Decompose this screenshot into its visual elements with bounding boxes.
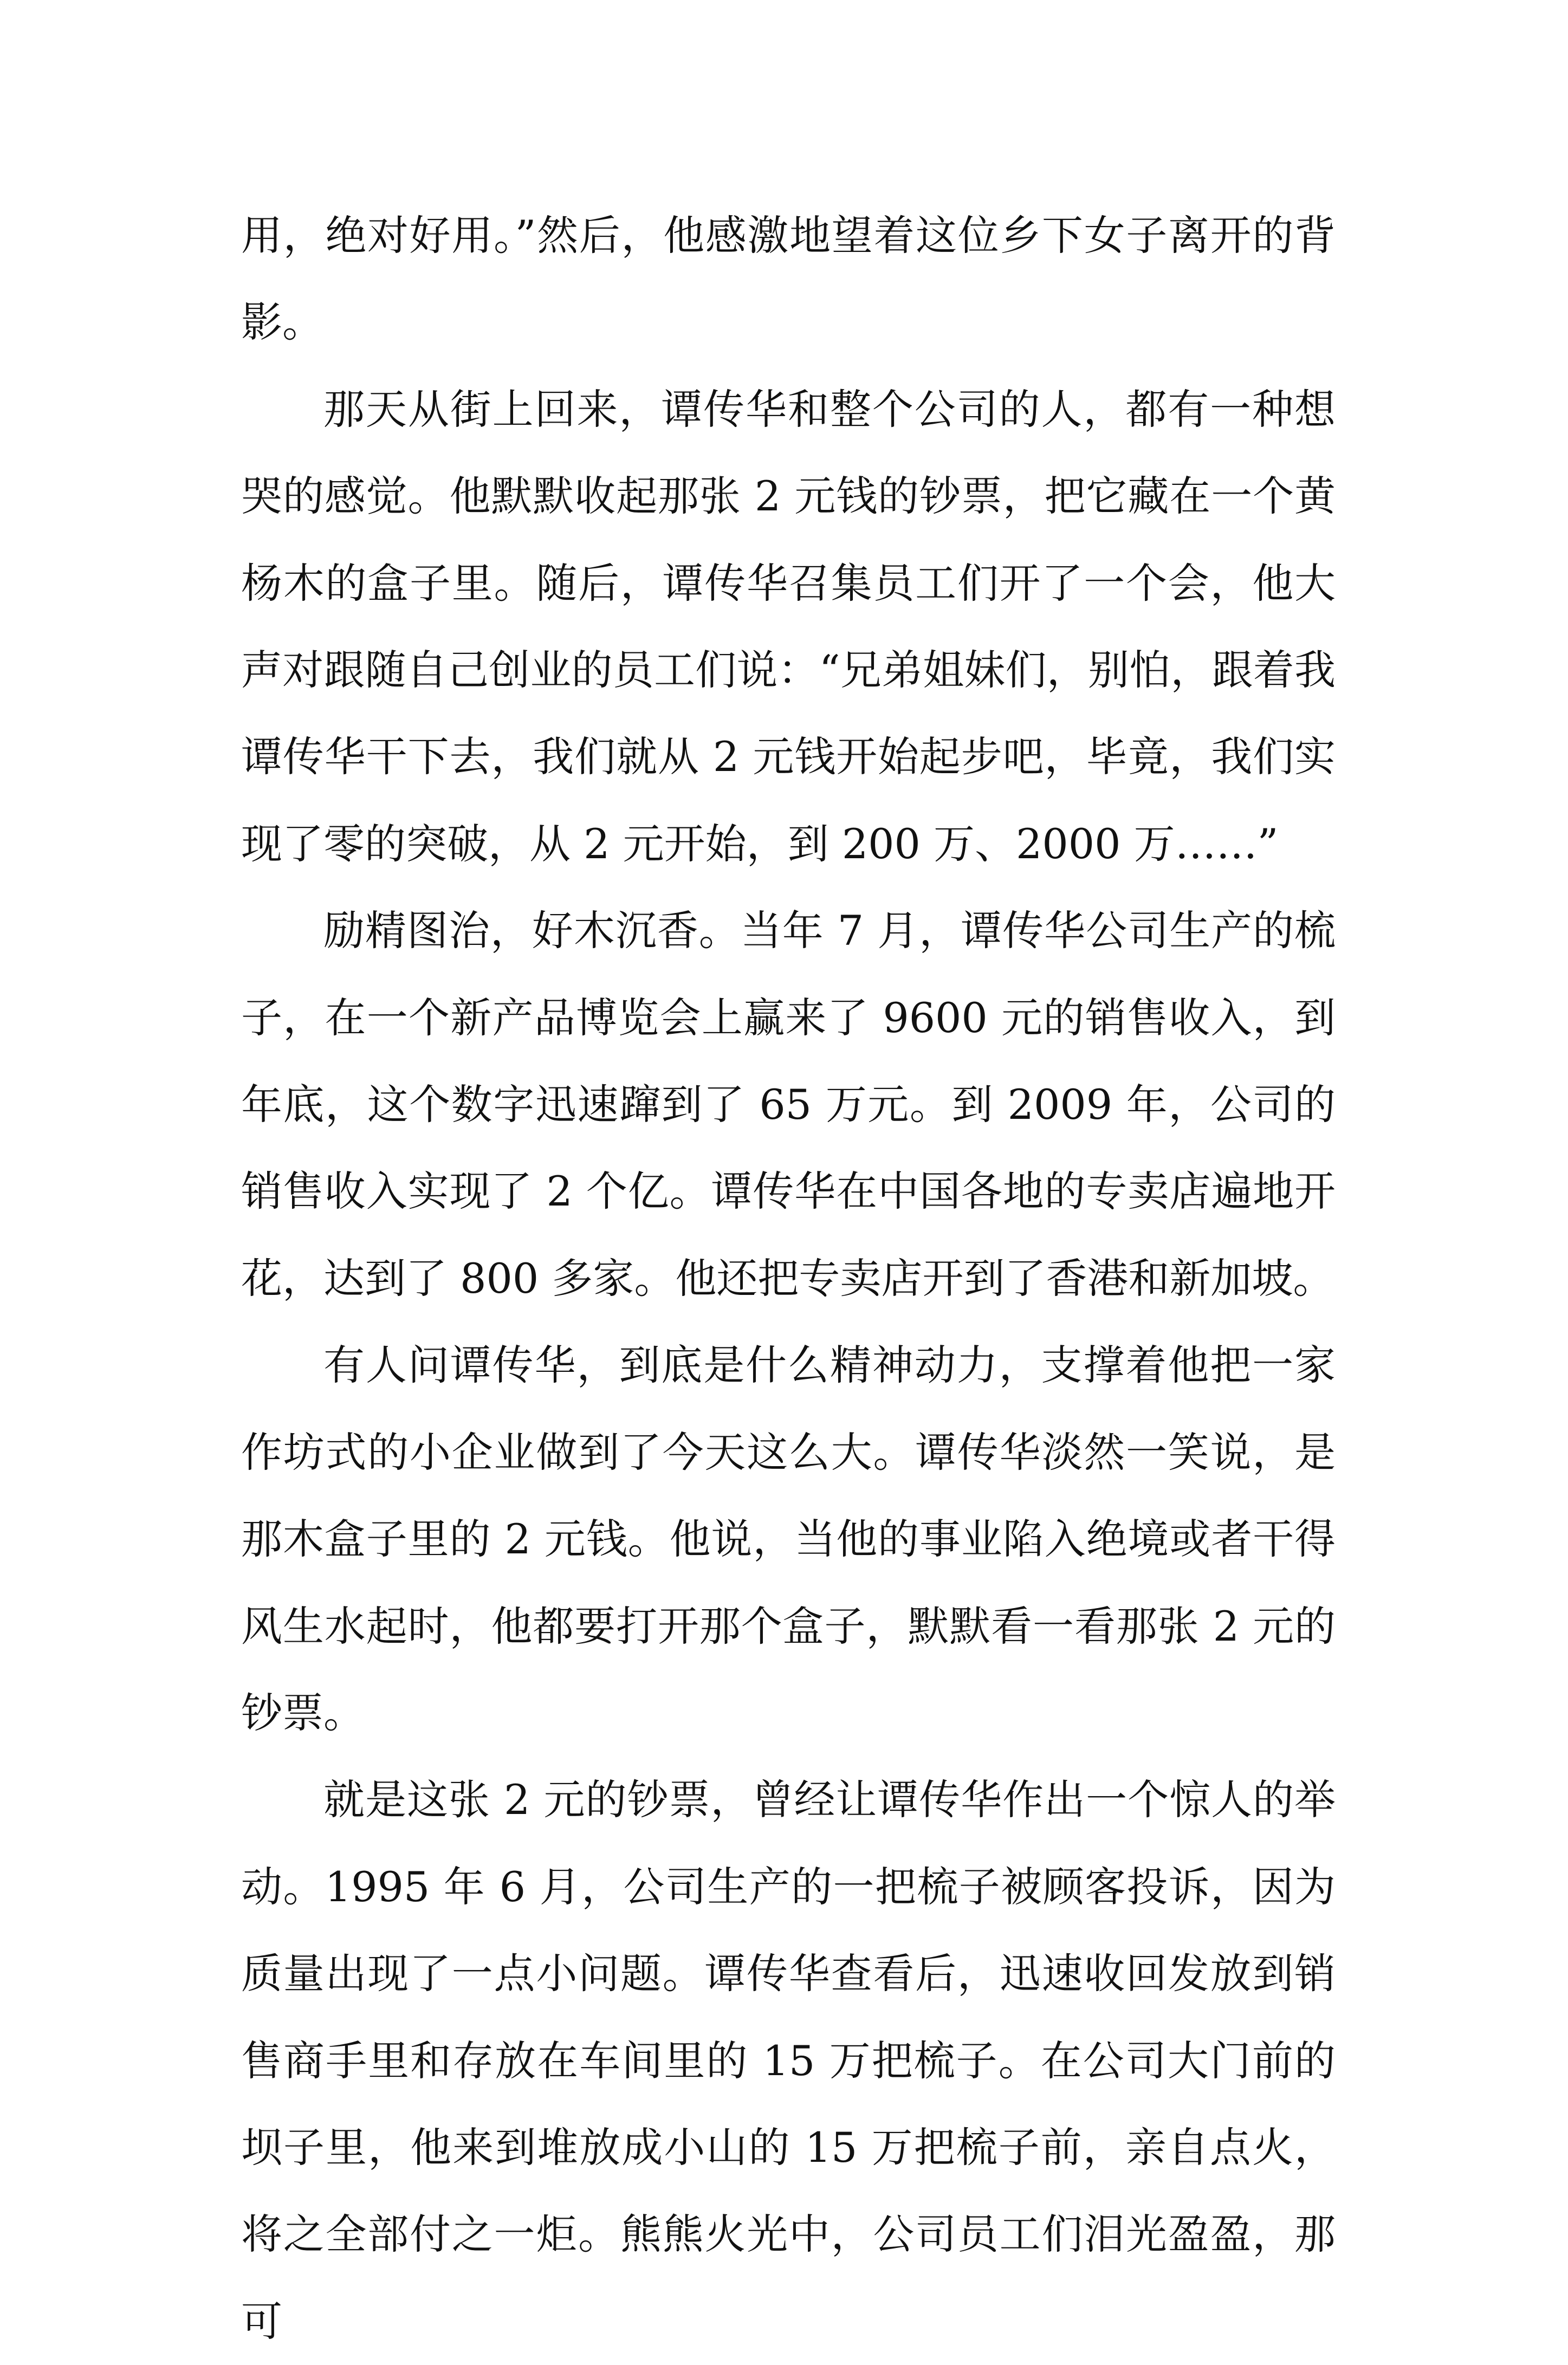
paragraph-1: 用，绝对好用。”然后，他感激地望着这位乡下女子离开的背影。 [241,211,1336,347]
paragraph-5: 就是这张 2 元的钞票，曾经让谭传华作出一个惊人的举动。1995 年 6 月，公司生产的一把梳子被顾客投诉，因为质量出现了一点小问题。谭传华查看后，迅速收回发放到销售商手里和存放在车间里的 15 万把梳子。在公司大门前的坝子里，他来到堆放成小山的 15 万把梳子前，亲自点火，将之全部付之一炬。熊熊火光中，公司员工们泪光盈盈，那可 [241,1776,1336,2345]
paragraph-2: 那天从街上回来，谭传华和整个公司的人，都有一种想哭的感觉。他默默收起那张 2 元钱的钞票，把它藏在一个黄杨木的盒子里。随后，谭传华召集员工们开了一个会，他大声对跟随自己创业的员工们说：“兄弟姐妹们，别怕，跟着我谭传华干下去，我们就从 2 元钱开始起步吧，毕竟，我们实现了零的突破，从 2 元开始，到 200 万、2000 万……” [241,385,1336,868]
paragraph-4: 有人问谭传华，到底是什么精神动力，支撑着他把一家作坊式的小企业做到了今天这么大。谭传华淡然一笑说，是那木盒子里的 2 元钱。他说，当他的事业陷入绝境或者干得风生水起时，他都要打开那个盒子，默默看一看那张 2 元的钞票。 [241,1341,1336,1737]
document-page [241,192,1336,2365]
paragraph-3: 励精图治，好木沉香。当年 7 月，谭传华公司生产的梳子，在一个新产品博览会上赢来了 9600 元的销售收入，到年底，这个数字迅速蹿到了 65 万元。到 2009 年，公司的销售收入实现了 2 个亿。谭传华在中国各地的专卖店遍地开花，达到了 800 多家。他还把专卖店开到了香港和新加坡。 [241,906,1336,1303]
